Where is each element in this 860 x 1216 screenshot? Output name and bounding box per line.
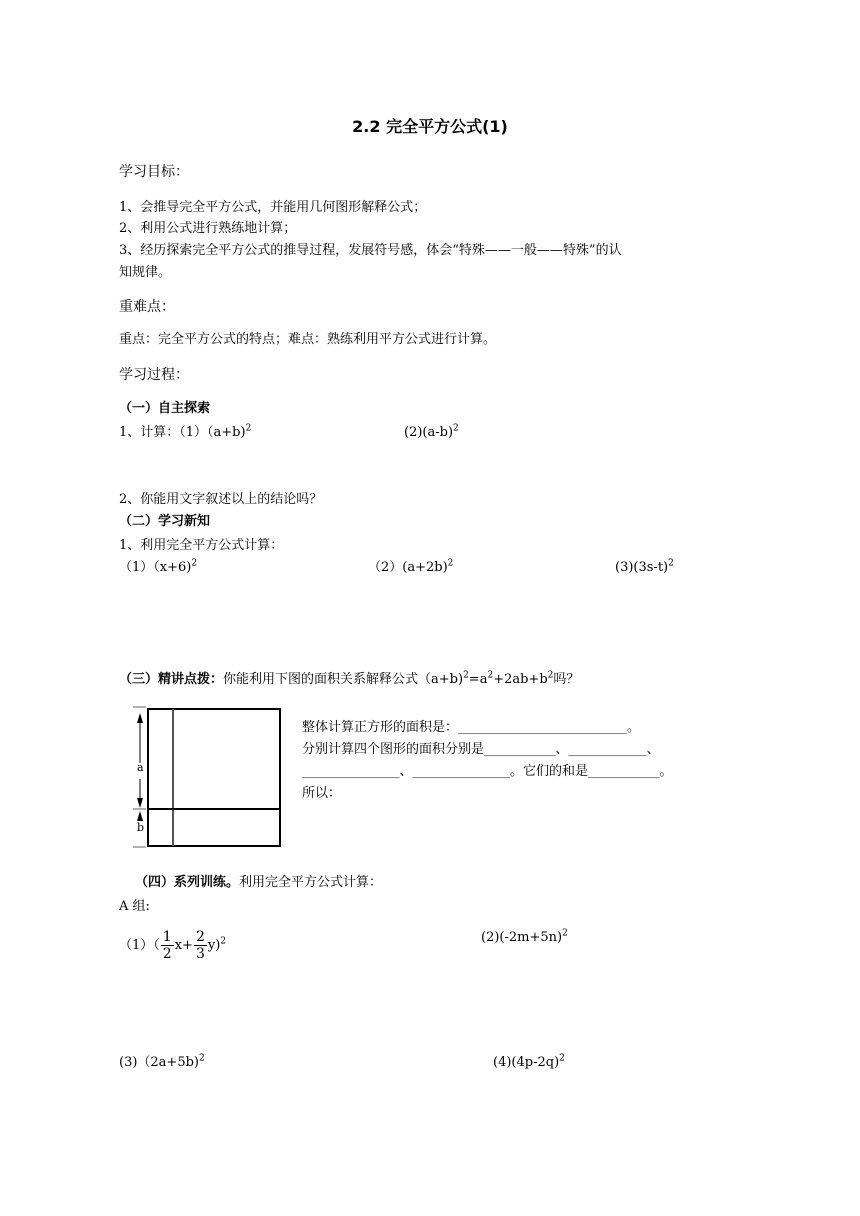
objective-4: 知规律。 <box>119 265 172 280</box>
objective-2: 2、利用公式进行熟练地计算； <box>119 221 297 236</box>
part4-line: （四）系列训练。利用完全平方公式计算： <box>135 875 383 890</box>
part2-b: $(2)(a+2b)^2$ <box>368 558 454 575</box>
objectives-heading: 学习目标： <box>119 164 189 180</box>
part3-line3: _______________、_______________。它们的和是___________。 <box>302 764 673 779</box>
process-heading: 学习过程： <box>119 367 189 383</box>
key-points-heading: 重难点： <box>119 299 175 315</box>
problem-4: $(4)(4p-2q)^2$ <box>493 1053 565 1070</box>
key-points-text: 重点：完全平方公式的特点；难点：熟练利用平方公式进行计算。 <box>119 332 497 347</box>
problem-2: $(2)(-2m+5n)^2$ <box>481 928 568 945</box>
part3-line2: 分别计算四个图形的面积分别是___________、____________、 <box>302 742 660 757</box>
page-title: 2.2 完全平方公式(1) <box>352 117 508 136</box>
part2-heading: （二）学习新知 <box>119 514 211 529</box>
part3-line1: 整体计算正方形的面积是：__________________________。 <box>302 720 641 735</box>
part3-line: （三）精讲点拨：你能利用下图的面积关系解释公式$(a+b)^2=a^2+2ab+b^2$吗？ <box>119 670 580 687</box>
group-a: A 组: <box>119 899 150 914</box>
part3-line4: 所以： <box>302 786 342 801</box>
label-b: b <box>137 821 145 834</box>
part1-q1: 1、计算：（1）（a+b)$^2$ <box>119 423 252 440</box>
square-area-diagram <box>128 703 288 851</box>
part1-heading: （一）自主探索 <box>119 401 211 416</box>
part1-q2: 2、你能用文字叙述以上的结论吗？ <box>119 492 323 507</box>
part2-c: $(3)(3s-t)^2$ <box>615 558 674 575</box>
part2-q1: 1、利用完全平方公式计算： <box>119 538 284 553</box>
label-a: a <box>137 761 144 774</box>
objective-1: 1、会推导完全平方公式，并能用几何图形解释公式； <box>119 200 427 215</box>
objective-3: 3、经历探索完全平方公式的推导过程，发展符号感，体会“特殊——一般——特殊”的认 <box>119 243 622 258</box>
part2-a: （1）（x+6)$^2$ <box>119 558 198 575</box>
problem-1: （1）（ $\frac{1}{2}$ x+ $\frac{2}{3}$ y)$^2$ <box>119 929 227 962</box>
part1-q1-b: $(2)(a-b)^2$ <box>404 423 459 440</box>
problem-3: (3)（2a+5b)$^2$ <box>119 1053 205 1070</box>
